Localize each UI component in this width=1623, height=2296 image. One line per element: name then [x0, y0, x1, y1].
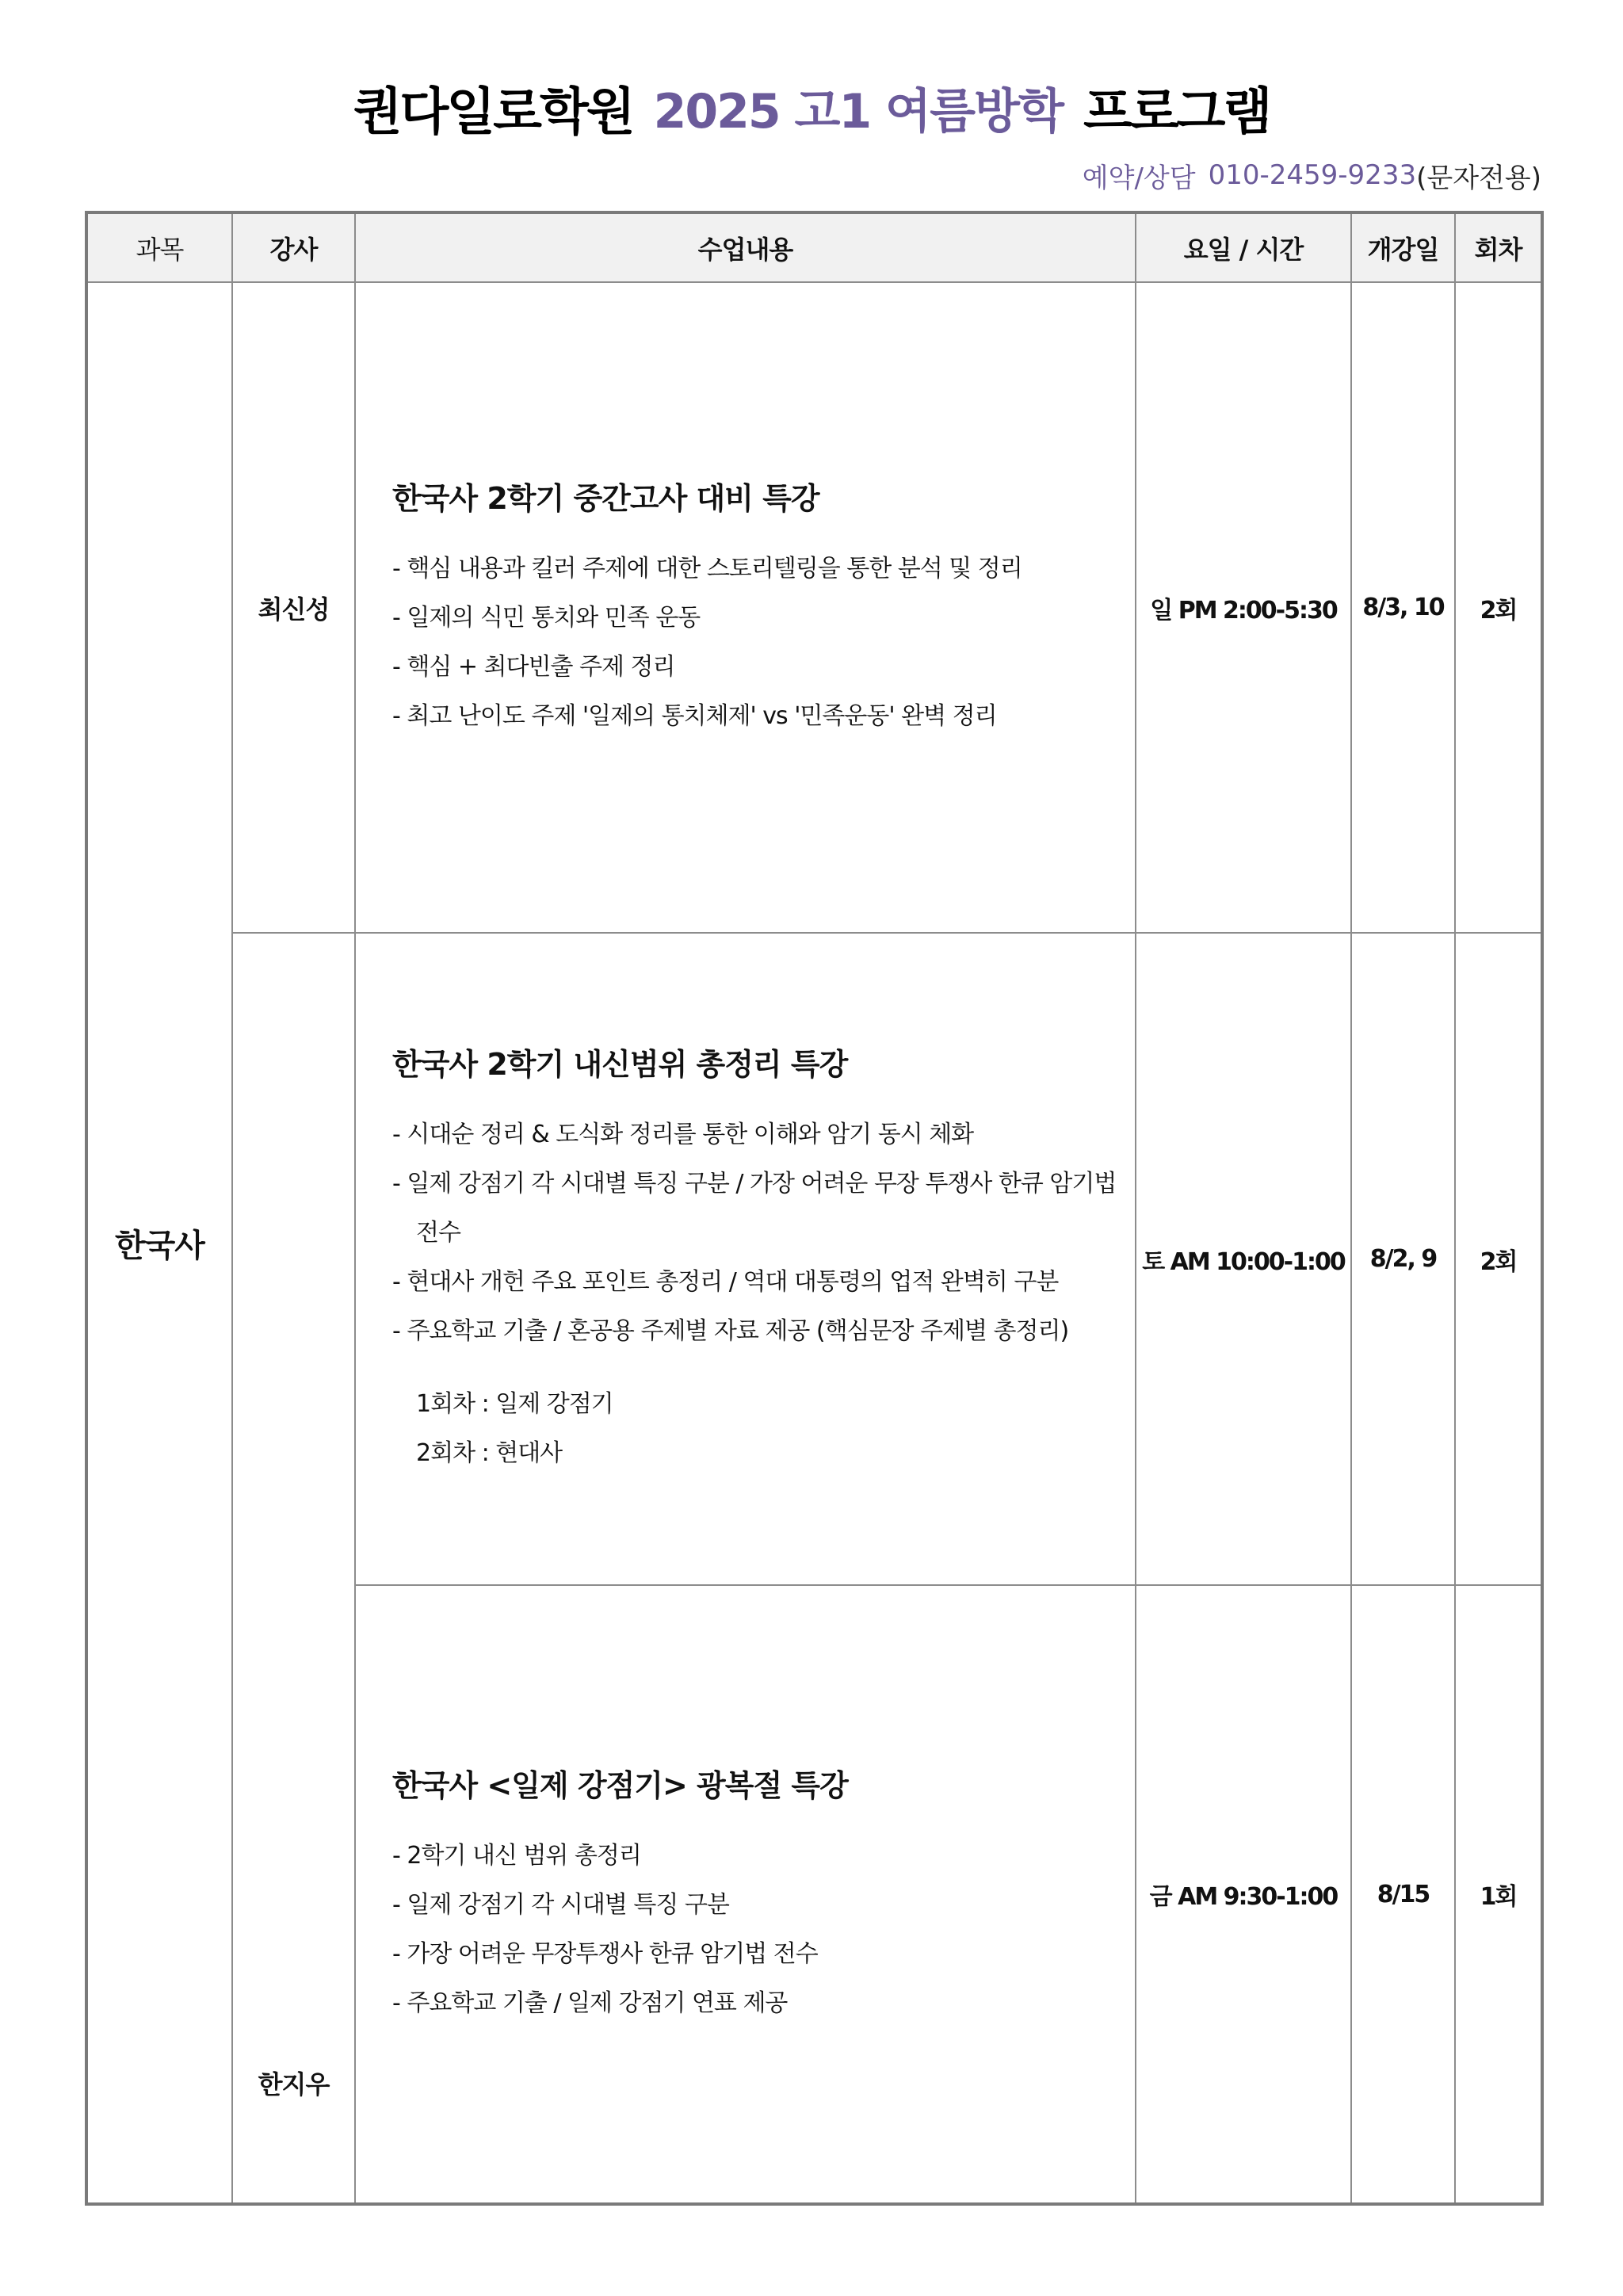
- sessions-cell: 2회: [1455, 933, 1542, 1585]
- header-teacher: 강사: [232, 212, 355, 282]
- header-start-date: 개강일: [1351, 212, 1455, 282]
- list-item: - 핵심 내용과 킬러 주제에 대한 스토리텔링을 통한 분석 및 정리: [392, 544, 1119, 594]
- course-bullets: [392, 1832, 1119, 2028]
- page-title: [0, 68, 1623, 147]
- table-header-row: [86, 212, 1542, 282]
- list-item: - 일제 강점기 각 시대별 특징 구분 / 가장 어려운 무장 투쟁사 한큐 암기법 전수: [392, 1159, 1119, 1258]
- list-item: - 일제 강점기 각 시대별 특징 구분: [392, 1881, 1119, 1930]
- list-item: - 핵심 + 최다빈출 주제 정리: [392, 643, 1119, 692]
- program-word: 프로그램: [1083, 83, 1270, 142]
- teacher-cell: 한지우: [232, 933, 355, 2204]
- contact-phone: 010-2459-9233: [1208, 159, 1417, 191]
- start-date-cell: 8/15: [1351, 1585, 1455, 2204]
- course-bullets: [392, 544, 1119, 741]
- start-date-cell: 8/3, 10: [1351, 282, 1455, 933]
- course-bullets: [392, 1110, 1119, 1356]
- course-title: 한국사 <일제 강점기> 광복절 특강: [392, 1767, 848, 1803]
- course-content: [355, 1585, 1136, 2204]
- start-date-cell: 8/2, 9: [1351, 933, 1455, 1585]
- list-item: - 일제의 식민 통치와 민족 운동: [392, 594, 1119, 643]
- session-note: 2회차 : 현대사: [416, 1439, 563, 1467]
- sessions-cell: 1회: [1455, 1585, 1542, 2204]
- teacher-cell: 최신성: [232, 282, 355, 933]
- program-term: 2025 고1 여름방학: [653, 84, 1063, 139]
- table-row: [86, 933, 1542, 1585]
- session-note: 1회차 : 일제 강점기: [416, 1390, 613, 1418]
- course-title: 한국사 2학기 중간고사 대비 특강: [392, 481, 819, 516]
- list-item: - 시대순 정리 & 도식화 정리를 통한 이해와 암기 동시 체화: [392, 1110, 1119, 1159]
- schedule-cell: 일 PM 2:00-5:30: [1136, 282, 1351, 933]
- list-item: - 가장 어려운 무장투쟁사 한큐 암기법 전수: [392, 1930, 1119, 1979]
- session-notes: [392, 1380, 1119, 1478]
- course-content: [355, 282, 1136, 933]
- sessions-cell: 2회: [1455, 282, 1542, 933]
- header-content: 수업내용: [355, 212, 1136, 282]
- course-content: [355, 933, 1136, 1585]
- header-subject: 과목: [86, 212, 232, 282]
- table-row: [86, 282, 1542, 933]
- contact-label: 예약/상담: [1082, 162, 1196, 194]
- schedule-cell: 토 AM 10:00-1:00: [1136, 933, 1351, 1585]
- program-table: [85, 211, 1544, 2206]
- list-item: - 2학기 내신 범위 총정리: [392, 1832, 1119, 1881]
- list-item: - 최고 난이도 주제 '일제의 통치체제' vs '민족운동' 완벽 정리: [392, 692, 1119, 741]
- list-item: - 현대사 개헌 주요 포인트 총정리 / 역대 대통령의 업적 완벽히 구분: [392, 1258, 1119, 1307]
- course-title: 한국사 2학기 내신범위 총정리 특강: [392, 1047, 848, 1082]
- schedule-cell: 금 AM 9:30-1:00: [1136, 1585, 1351, 2204]
- list-item: - 주요학교 기출 / 혼공용 주제별 자료 제공 (핵심문장 주제별 총정리): [392, 1307, 1119, 1356]
- academy-name: 퀀다일로학원: [353, 83, 633, 142]
- header-sessions: 회차: [1455, 212, 1542, 282]
- contact-note: (문자전용): [1416, 162, 1541, 194]
- header-schedule: 요일 / 시간: [1136, 212, 1351, 282]
- subject-cell: 한국사: [86, 282, 232, 2204]
- list-item: - 주요학교 기출 / 일제 강점기 연표 제공: [392, 1979, 1119, 2028]
- contact-line: [1083, 155, 1541, 195]
